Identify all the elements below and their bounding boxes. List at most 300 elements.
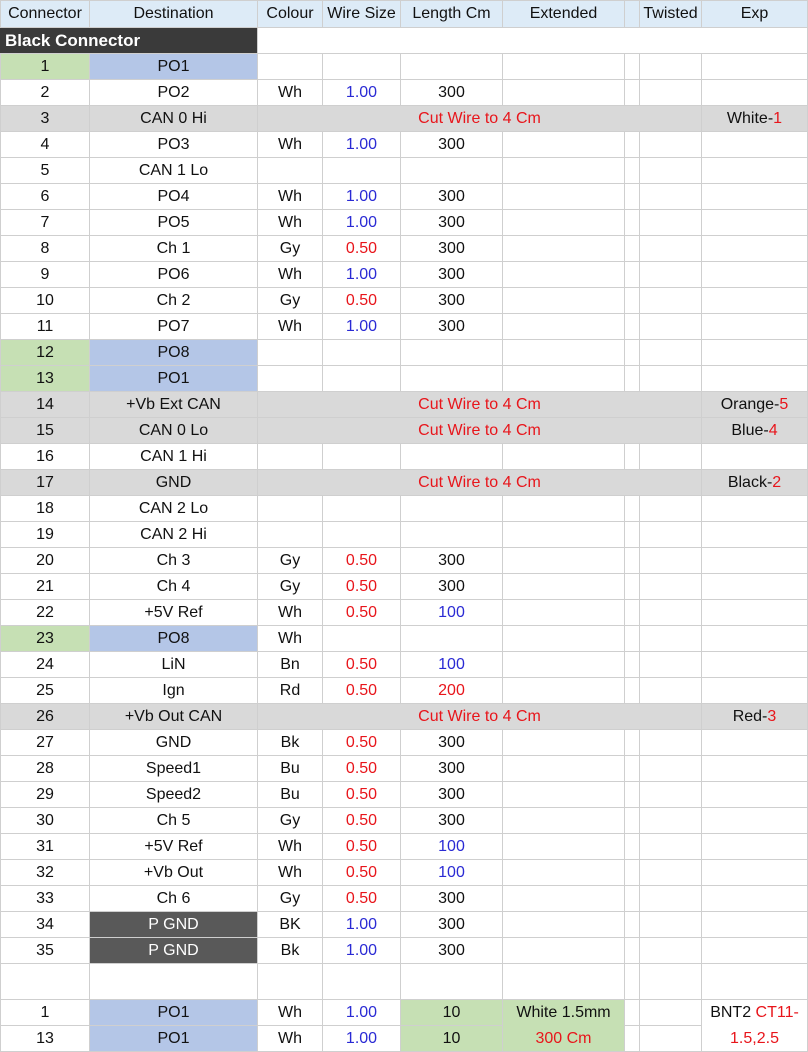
destination-cell[interactable]: GND	[90, 730, 258, 756]
twisted-cell[interactable]	[640, 626, 702, 652]
column-header-twisted[interactable]: Twisted	[640, 0, 702, 28]
extended-note-line1: White 1.5mm	[516, 1003, 611, 1021]
destination-cell[interactable]: CAN 0 Hi	[90, 106, 258, 132]
twisted-cell[interactable]	[640, 574, 702, 600]
connector-number[interactable]: 3	[0, 106, 90, 132]
colour-cell[interactable]: Wh	[258, 262, 323, 288]
exp-cell[interactable]	[702, 600, 808, 626]
colour-cell[interactable]: Bu	[258, 782, 323, 808]
twisted-cell[interactable]	[640, 158, 702, 184]
exp-cell[interactable]	[702, 54, 808, 80]
destination-cell[interactable]: LiN	[90, 652, 258, 678]
gap-cell	[323, 964, 401, 1000]
length-cell[interactable]: 300	[401, 288, 503, 314]
length-cell[interactable]: 300	[401, 262, 503, 288]
wire-size-cell[interactable]: 0.50	[323, 756, 401, 782]
exp-cell[interactable]	[702, 704, 808, 730]
colour-cell[interactable]: Wh	[258, 184, 323, 210]
destination-cell[interactable]: +Vb Ext CAN	[90, 392, 258, 418]
connector-number[interactable]: 13	[0, 366, 90, 392]
extended-cell[interactable]	[503, 314, 625, 340]
extended-cell[interactable]	[503, 522, 625, 548]
cut-wire-note[interactable]: Cut Wire to 4 Cm	[258, 392, 702, 418]
column-header-connector[interactable]: Connector	[0, 0, 90, 28]
exp-cell[interactable]	[702, 314, 808, 340]
destination-cell[interactable]: PO3	[90, 132, 258, 158]
wire-size-cell[interactable]: 1.00	[323, 210, 401, 236]
colour-cell[interactable]: Wh	[258, 600, 323, 626]
connector-number[interactable]: 19	[0, 522, 90, 548]
destination-cell[interactable]: CAN 0 Lo	[90, 418, 258, 444]
length-cell[interactable]: 100	[401, 600, 503, 626]
length-cell[interactable]: 300	[401, 808, 503, 834]
extended-cell[interactable]	[503, 886, 625, 912]
connector-number[interactable]: 34	[0, 912, 90, 938]
cut-wire-note[interactable]: Cut Wire to 4 Cm	[258, 704, 702, 730]
twisted-cell[interactable]	[640, 730, 702, 756]
colour-cell[interactable]: Wh	[258, 1000, 323, 1026]
connector-number[interactable]: 21	[0, 574, 90, 600]
connector-number[interactable]: 29	[0, 782, 90, 808]
extended-cell[interactable]	[503, 626, 625, 652]
extended-cell[interactable]	[503, 366, 625, 392]
destination-cell[interactable]: PO1	[90, 54, 258, 80]
destination-cell[interactable]: +5V Ref	[90, 834, 258, 860]
destination-cell[interactable]: Speed2	[90, 782, 258, 808]
wire-size-cell[interactable]: 1.00	[323, 132, 401, 158]
length-cell[interactable]: 300	[401, 886, 503, 912]
wire-size-cell[interactable]: 0.50	[323, 782, 401, 808]
wire-size-cell[interactable]: 0.50	[323, 730, 401, 756]
length-cell[interactable]	[401, 54, 503, 80]
exp-cell[interactable]	[702, 262, 808, 288]
connector-number[interactable]: 32	[0, 860, 90, 886]
exp-cell[interactable]	[702, 210, 808, 236]
wire-size-cell[interactable]: 1.00	[323, 262, 401, 288]
extended-cell[interactable]	[503, 496, 625, 522]
column-header-destination[interactable]: Destination	[90, 0, 258, 28]
wire-size-cell[interactable]: 0.50	[323, 236, 401, 262]
colour-cell[interactable]: Wh	[258, 132, 323, 158]
exp-cell[interactable]	[702, 756, 808, 782]
exp-cell[interactable]	[702, 366, 808, 392]
extended-cell[interactable]	[503, 808, 625, 834]
extended-cell[interactable]	[503, 574, 625, 600]
connector-number[interactable]: 7	[0, 210, 90, 236]
destination-cell[interactable]: Ch 3	[90, 548, 258, 574]
twisted-cell[interactable]	[640, 340, 702, 366]
wire-size-cell[interactable]: 0.50	[323, 288, 401, 314]
connector-number[interactable]: 23	[0, 626, 90, 652]
extended-cell[interactable]	[503, 938, 625, 964]
spacer-cell	[625, 314, 640, 340]
column-header-length[interactable]: Length Cm	[401, 0, 503, 28]
cut-wire-note[interactable]: Cut Wire to 4 Cm	[258, 106, 702, 132]
spacer-cell	[625, 444, 640, 470]
length-cell[interactable]: 200	[401, 678, 503, 704]
destination-cell[interactable]: +Vb Out CAN	[90, 704, 258, 730]
connector-number[interactable]: 11	[0, 314, 90, 340]
spacer-cell	[625, 574, 640, 600]
connector-number[interactable]: 1	[0, 1000, 90, 1026]
colour-cell[interactable]	[258, 522, 323, 548]
extended-cell[interactable]	[503, 158, 625, 184]
extended-note[interactable]	[503, 1000, 625, 1052]
length-cell[interactable]	[401, 496, 503, 522]
destination-cell[interactable]: Ch 4	[90, 574, 258, 600]
connector-number[interactable]: 9	[0, 262, 90, 288]
extended-cell[interactable]	[503, 730, 625, 756]
wire-size-cell[interactable]: 0.50	[323, 834, 401, 860]
length-cell[interactable]: 300	[401, 132, 503, 158]
connector-number[interactable]: 12	[0, 340, 90, 366]
spacer-cell	[625, 262, 640, 288]
connector-number[interactable]: 4	[0, 132, 90, 158]
twisted-cell[interactable]	[640, 1026, 702, 1052]
twisted-cell[interactable]	[640, 1000, 702, 1026]
length-cell[interactable]: 10	[401, 1026, 503, 1052]
twisted-cell[interactable]	[640, 210, 702, 236]
extended-cell[interactable]	[503, 184, 625, 210]
connector-number[interactable]: 17	[0, 470, 90, 496]
destination-cell[interactable]: Ign	[90, 678, 258, 704]
length-cell[interactable]	[401, 366, 503, 392]
connector-number[interactable]: 13	[0, 1026, 90, 1052]
exp-cell[interactable]	[702, 834, 808, 860]
length-cell[interactable]: 300	[401, 912, 503, 938]
wire-size-cell[interactable]: 0.50	[323, 808, 401, 834]
spacer-cell	[625, 730, 640, 756]
colour-cell[interactable]: Wh	[258, 834, 323, 860]
twisted-cell[interactable]	[640, 132, 702, 158]
twisted-cell[interactable]	[640, 756, 702, 782]
exp-cell[interactable]	[702, 912, 808, 938]
exp-note-part-number: CT11-1.5,2.5	[730, 1003, 799, 1047]
connector-number[interactable]: 8	[0, 236, 90, 262]
colour-cell[interactable]: Bk	[258, 938, 323, 964]
colour-cell[interactable]: Wh	[258, 80, 323, 106]
wire-size-cell[interactable]: 1.00	[323, 314, 401, 340]
connector-number[interactable]: 24	[0, 652, 90, 678]
twisted-cell[interactable]	[640, 444, 702, 470]
destination-cell[interactable]: +Vb Out	[90, 860, 258, 886]
spacer-cell	[625, 522, 640, 548]
colour-cell[interactable]: Gy	[258, 886, 323, 912]
extended-cell[interactable]	[503, 80, 625, 106]
wire-size-cell[interactable]: 1.00	[323, 1026, 401, 1052]
exp-cell[interactable]	[702, 678, 808, 704]
connector-number[interactable]: 16	[0, 444, 90, 470]
extended-cell[interactable]	[503, 132, 625, 158]
destination-cell[interactable]: PO1	[90, 1026, 258, 1052]
connector-number[interactable]: 35	[0, 938, 90, 964]
wire-size-cell[interactable]	[323, 366, 401, 392]
destination-cell[interactable]: CAN 1 Hi	[90, 444, 258, 470]
connector-number[interactable]: 26	[0, 704, 90, 730]
length-cell[interactable]: 10	[401, 1000, 503, 1026]
destination-cell[interactable]: GND	[90, 470, 258, 496]
twisted-cell[interactable]	[640, 912, 702, 938]
destination-cell[interactable]: P GND	[90, 912, 258, 938]
connector-number[interactable]: 14	[0, 392, 90, 418]
twisted-cell[interactable]	[640, 808, 702, 834]
length-cell[interactable]: 300	[401, 756, 503, 782]
extended-cell[interactable]	[503, 860, 625, 886]
connector-number[interactable]: 30	[0, 808, 90, 834]
twisted-cell[interactable]	[640, 886, 702, 912]
destination-cell[interactable]: Ch 1	[90, 236, 258, 262]
exp-cell[interactable]	[702, 106, 808, 132]
twisted-cell[interactable]	[640, 262, 702, 288]
destination-cell[interactable]: PO2	[90, 80, 258, 106]
spacer-cell	[625, 366, 640, 392]
column-header-extended[interactable]: Extended	[503, 0, 625, 28]
spacer-cell	[625, 236, 640, 262]
colour-cell[interactable]	[258, 444, 323, 470]
extended-cell[interactable]	[503, 600, 625, 626]
length-cell[interactable]	[401, 340, 503, 366]
exp-cell[interactable]	[702, 132, 808, 158]
extended-cell[interactable]	[503, 262, 625, 288]
wire-size-cell[interactable]: 1.00	[323, 1000, 401, 1026]
connector-number[interactable]: 18	[0, 496, 90, 522]
destination-cell[interactable]: CAN 1 Lo	[90, 158, 258, 184]
extended-cell[interactable]	[503, 210, 625, 236]
colour-cell[interactable]: Bk	[258, 730, 323, 756]
length-cell[interactable]: 300	[401, 574, 503, 600]
exp-cell[interactable]	[702, 860, 808, 886]
exp-cell[interactable]	[702, 444, 808, 470]
connector-number[interactable]: 1	[0, 54, 90, 80]
length-cell[interactable]: 100	[401, 652, 503, 678]
wire-size-cell[interactable]: 0.50	[323, 652, 401, 678]
destination-cell[interactable]: PO5	[90, 210, 258, 236]
extended-cell[interactable]	[503, 236, 625, 262]
exp-cell[interactable]	[702, 184, 808, 210]
colour-cell[interactable]: Bn	[258, 652, 323, 678]
length-cell[interactable]	[401, 522, 503, 548]
twisted-cell[interactable]	[640, 236, 702, 262]
exp-cell[interactable]	[702, 496, 808, 522]
wire-size-cell[interactable]	[323, 158, 401, 184]
wire-size-cell[interactable]	[323, 522, 401, 548]
exp-cell[interactable]	[702, 782, 808, 808]
extended-cell[interactable]	[503, 756, 625, 782]
wire-size-cell[interactable]: 0.50	[323, 574, 401, 600]
column-header-spacer[interactable]	[625, 0, 640, 28]
colour-cell[interactable]: Wh	[258, 626, 323, 652]
cut-wire-note[interactable]: Cut Wire to 4 Cm	[258, 470, 702, 496]
length-cell[interactable]: 100	[401, 860, 503, 886]
extended-cell[interactable]	[503, 912, 625, 938]
column-header-exp[interactable]: Exp	[702, 0, 808, 28]
colour-cell[interactable]: Rd	[258, 678, 323, 704]
colour-cell[interactable]	[258, 158, 323, 184]
wire-size-cell[interactable]: 1.00	[323, 80, 401, 106]
destination-cell[interactable]: Ch 2	[90, 288, 258, 314]
colour-cell[interactable]	[258, 340, 323, 366]
length-cell[interactable]: 300	[401, 314, 503, 340]
connector-number[interactable]: 33	[0, 886, 90, 912]
connector-number[interactable]: 22	[0, 600, 90, 626]
colour-cell[interactable]	[258, 366, 323, 392]
column-header-wire-size[interactable]: Wire Size	[323, 0, 401, 28]
destination-cell[interactable]: PO7	[90, 314, 258, 340]
extended-cell[interactable]	[503, 54, 625, 80]
exp-cell[interactable]	[702, 730, 808, 756]
colour-cell[interactable]: Wh	[258, 860, 323, 886]
spacer-cell	[625, 626, 640, 652]
extended-cell[interactable]	[503, 340, 625, 366]
length-cell[interactable]: 300	[401, 210, 503, 236]
colour-cell[interactable]: BK	[258, 912, 323, 938]
twisted-cell[interactable]	[640, 860, 702, 886]
length-cell[interactable]: 300	[401, 184, 503, 210]
wire-size-cell[interactable]	[323, 340, 401, 366]
wire-size-cell[interactable]: 1.00	[323, 184, 401, 210]
extended-cell[interactable]	[503, 288, 625, 314]
exp-cell[interactable]	[702, 938, 808, 964]
wire-size-cell[interactable]: 0.50	[323, 600, 401, 626]
wire-size-cell[interactable]: 0.50	[323, 548, 401, 574]
wire-size-cell[interactable]: 1.00	[323, 912, 401, 938]
colour-cell[interactable]: Bu	[258, 756, 323, 782]
extended-cell[interactable]	[503, 678, 625, 704]
colour-cell[interactable]: Gy	[258, 574, 323, 600]
exp-cell[interactable]	[702, 288, 808, 314]
connector-number[interactable]: 15	[0, 418, 90, 444]
connector-number[interactable]: 6	[0, 184, 90, 210]
twisted-cell[interactable]	[640, 496, 702, 522]
twisted-cell[interactable]	[640, 366, 702, 392]
extended-cell[interactable]	[503, 652, 625, 678]
destination-cell[interactable]: PO1	[90, 1000, 258, 1026]
wire-size-cell[interactable]: 0.50	[323, 860, 401, 886]
connector-number[interactable]: 28	[0, 756, 90, 782]
colour-cell[interactable]: Gy	[258, 548, 323, 574]
wire-size-cell[interactable]: 0.50	[323, 886, 401, 912]
destination-cell[interactable]: +5V Ref	[90, 600, 258, 626]
destination-cell[interactable]: PO1	[90, 366, 258, 392]
exp-note[interactable]	[702, 1000, 808, 1052]
wire-size-cell[interactable]: 1.00	[323, 938, 401, 964]
twisted-cell[interactable]	[640, 782, 702, 808]
twisted-cell[interactable]	[640, 522, 702, 548]
twisted-cell[interactable]	[640, 548, 702, 574]
destination-cell[interactable]: Ch 6	[90, 886, 258, 912]
twisted-cell[interactable]	[640, 834, 702, 860]
exp-cell[interactable]	[702, 236, 808, 262]
destination-cell[interactable]: PO6	[90, 262, 258, 288]
destination-cell[interactable]: P GND	[90, 938, 258, 964]
connector-number[interactable]: 25	[0, 678, 90, 704]
exp-cell[interactable]	[702, 522, 808, 548]
exp-cell[interactable]	[702, 652, 808, 678]
exp-cell[interactable]	[702, 158, 808, 184]
connector-number[interactable]: 27	[0, 730, 90, 756]
colour-cell[interactable]: Wh	[258, 1026, 323, 1052]
wire-size-cell[interactable]	[323, 496, 401, 522]
connector-number[interactable]: 2	[0, 80, 90, 106]
connector-number[interactable]: 5	[0, 158, 90, 184]
extended-cell[interactable]	[503, 548, 625, 574]
length-cell[interactable]	[401, 444, 503, 470]
length-cell[interactable]: 300	[401, 548, 503, 574]
exp-cell[interactable]	[702, 548, 808, 574]
destination-cell[interactable]: Speed1	[90, 756, 258, 782]
twisted-cell[interactable]	[640, 54, 702, 80]
twisted-cell[interactable]	[640, 652, 702, 678]
length-cell[interactable]: 300	[401, 782, 503, 808]
connector-number[interactable]: 10	[0, 288, 90, 314]
extended-cell[interactable]	[503, 782, 625, 808]
spacer-cell	[625, 288, 640, 314]
colour-cell[interactable]: Gy	[258, 236, 323, 262]
length-cell[interactable]	[401, 626, 503, 652]
cut-wire-note[interactable]: Cut Wire to 4 Cm	[258, 418, 702, 444]
exp-cell[interactable]	[702, 470, 808, 496]
twisted-cell[interactable]	[640, 288, 702, 314]
twisted-cell[interactable]	[640, 600, 702, 626]
wire-size-cell[interactable]: 0.50	[323, 678, 401, 704]
colour-cell[interactable]	[258, 496, 323, 522]
colour-cell[interactable]	[258, 54, 323, 80]
destination-cell[interactable]: PO8	[90, 340, 258, 366]
length-cell[interactable]: 300	[401, 80, 503, 106]
connector-number[interactable]: 31	[0, 834, 90, 860]
gap-cell	[258, 964, 323, 1000]
spacer-cell	[625, 756, 640, 782]
exp-cell[interactable]	[702, 340, 808, 366]
destination-cell[interactable]: CAN 2 Hi	[90, 522, 258, 548]
exp-cell[interactable]	[702, 80, 808, 106]
twisted-cell[interactable]	[640, 184, 702, 210]
colour-cell[interactable]: Wh	[258, 314, 323, 340]
twisted-cell[interactable]	[640, 80, 702, 106]
extended-cell[interactable]	[503, 834, 625, 860]
length-cell[interactable]	[401, 158, 503, 184]
length-cell[interactable]: 100	[401, 834, 503, 860]
colour-cell[interactable]: Gy	[258, 288, 323, 314]
length-cell[interactable]: 300	[401, 236, 503, 262]
exp-cell[interactable]	[702, 574, 808, 600]
wire-size-cell[interactable]	[323, 54, 401, 80]
twisted-cell[interactable]	[640, 314, 702, 340]
twisted-cell[interactable]	[640, 938, 702, 964]
destination-cell[interactable]: PO8	[90, 626, 258, 652]
wire-size-cell[interactable]	[323, 626, 401, 652]
destination-cell[interactable]: Ch 5	[90, 808, 258, 834]
twisted-cell[interactable]	[640, 678, 702, 704]
column-header-colour[interactable]: Colour	[258, 0, 323, 28]
colour-cell[interactable]: Gy	[258, 808, 323, 834]
extended-cell[interactable]	[503, 444, 625, 470]
exp-cell[interactable]	[702, 808, 808, 834]
destination-cell[interactable]: PO4	[90, 184, 258, 210]
wire-size-cell[interactable]	[323, 444, 401, 470]
destination-cell[interactable]: CAN 2 Lo	[90, 496, 258, 522]
exp-cell[interactable]	[702, 392, 808, 418]
spacer-cell	[625, 652, 640, 678]
connector-number[interactable]: 20	[0, 548, 90, 574]
exp-cell[interactable]	[702, 626, 808, 652]
extended-note-line2: 300 Cm	[535, 1029, 592, 1047]
exp-cell[interactable]	[702, 886, 808, 912]
colour-cell[interactable]: Wh	[258, 210, 323, 236]
length-cell[interactable]: 300	[401, 938, 503, 964]
length-cell[interactable]: 300	[401, 730, 503, 756]
exp-cell[interactable]	[702, 418, 808, 444]
